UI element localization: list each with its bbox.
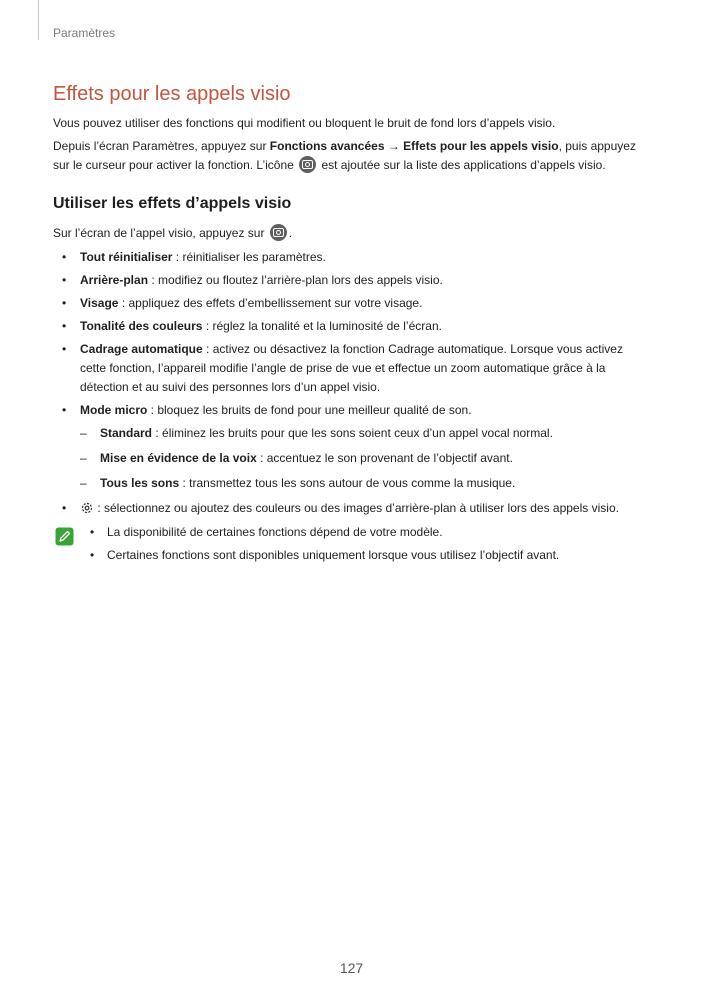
list-item: • Visage : appliquez des effets d’embellissement sur votre visage. [62,294,652,313]
list-item: • Tout réinitialiser : réinitialiser les paramètres. [62,248,652,267]
list-item: • Arrière-plan : modifiez ou floutez l’arrière-plan lors des appels visio. [62,271,652,290]
page-title: Effets pour les appels visio [53,83,291,105]
instructions-paragraph: Depuis l’écran Paramètres, appuyez sur Fonctions avancées → Effets pour les appels visio, puis appuyez sur le curseur pour activer la fonction. L’icône est ajoutée sur la liste des applications d’appels visio. [53,139,636,172]
effects-list [62,248,652,525]
video-effects-icon [299,156,316,173]
page-number: 127 [339,960,364,976]
advanced-features-label: Fonctions avancées [269,139,385,153]
list-item: – Standard : éliminez les bruits pour que les sons soient ceux d’un appel vocal normal. [80,424,652,443]
video-call-effects-label: Effets pour les appels visio [403,139,559,153]
video-effects-icon [270,224,287,241]
list-item: • Certaines fonctions sont disponibles uniquement lorsque vous utilisez l’objectif avant. [90,546,670,565]
list-item: • La disponibilité de certaines fonctions dépend de votre modèle. [90,523,670,542]
page-edge-line [38,0,39,40]
sub-intro-paragraph: Sur l’écran de l’appel visio, appuyez sur . [53,226,293,240]
note-icon [55,527,74,546]
intro-paragraph: Vous pouvez utiliser des fonctions qui modifient ou bloquent le bruit de fond lors d’appels visio. [53,116,556,130]
list-item: – Mise en évidence de la voix : accentuez le son provenant de l’objectif avant. [80,449,652,468]
list-item: • Tonalité des couleurs : réglez la tonalité et la luminosité de l’écran. [62,317,652,336]
mic-mode-list [80,424,652,493]
list-item: • Mode micro : bloquez les bruits de fond pour une meilleur qualité de son. – Standard : éliminez les bruits pour que les sons soient ceux d’un appel vocal normal. – Mise en évidence de la voix : accentuez le son provenant de l’objectif avant. – Tous les sons : transmettez tous les sons autour de vous comme la musique. [62,401,652,493]
notes-list [90,523,670,569]
list-item: • Cadrage automatique : activez ou désactivez la fonction Cadrage automatique. Lorsque vous activez cette fonction, l’appareil modifie l’angle de prise de vue et effectue un zoom automatique grâce à la détection et au suivi des personnes lors d’un appel visio. [62,340,652,397]
list-item: – Tous les sons : transmettez tous les sons autour de vous comme la musique. [80,474,652,493]
subheading: Utiliser les effets d’appels visio [53,195,292,212]
section-label: Paramètres [53,26,116,40]
list-item: • : sélectionnez ou ajoutez des couleurs ou des images d’arrière-plan à utiliser lors des appels visio. [62,499,652,521]
gear-icon [80,501,94,521]
